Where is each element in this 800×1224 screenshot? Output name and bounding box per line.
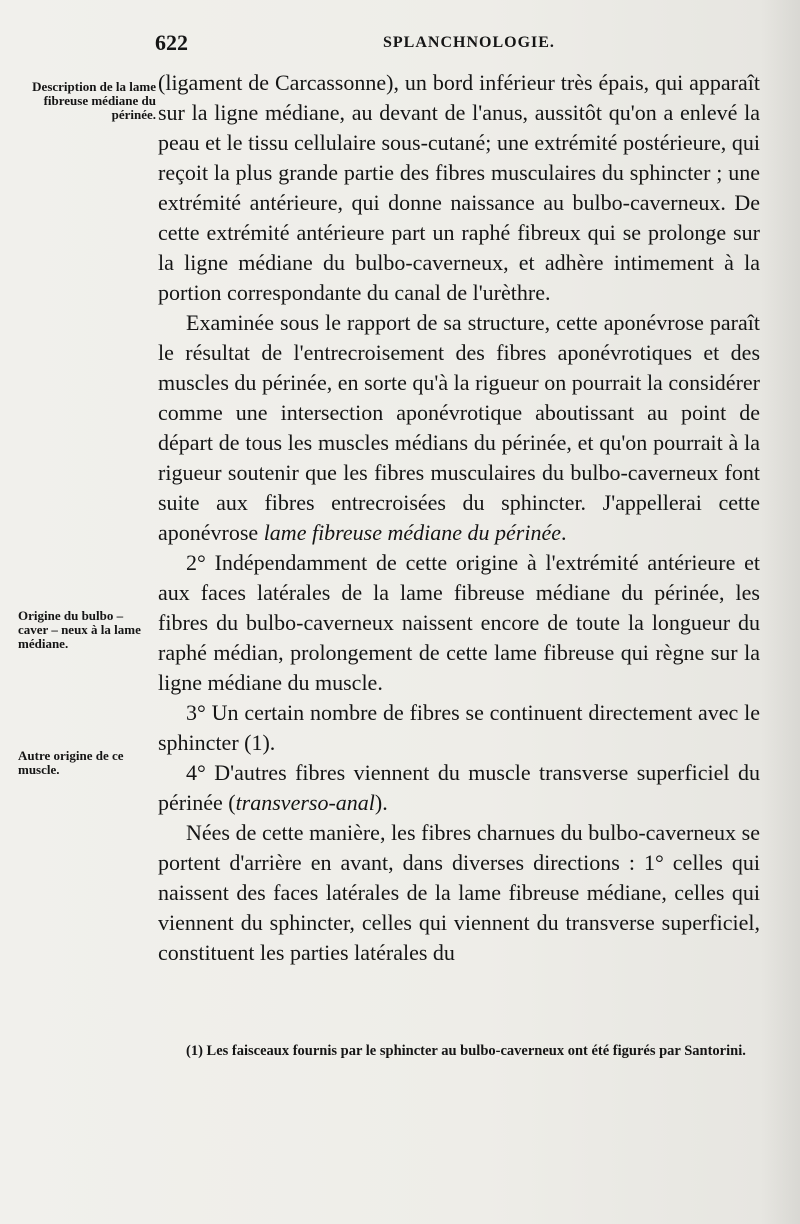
paragraph-2 [158, 308, 760, 548]
paragraph-3 [158, 548, 760, 698]
paragraph-5-tail: ). [374, 790, 388, 815]
page-header [155, 30, 760, 60]
body-text [158, 68, 760, 968]
paragraph-5-italic: transverso-anal [235, 790, 375, 815]
paragraph-4-text: 3° Un certain nombre de fibres se continuent directement avec le sphincter (1). [158, 700, 760, 755]
paragraph-2-text: Examinée sous le rapport de sa structure, cette aponévrose paraît le résultat de l'entrecroisement des fibres aponévrotiques et des muscles du périnée, en sorte qu'à la rigueur on pourrait la considérer comme une intersection aponévrotique aboutissant au point de départ de tous les muscles médians du périnée, et qu'on pourrait à la rigueur soutenir que les fibres musculaires du bulbo-caverneux font suite aux fibres entrecroisées du sphincter. J'appellerai cette aponévrose [158, 310, 760, 545]
paragraph-5 [158, 758, 760, 818]
page-number: 622 [155, 30, 188, 55]
paragraph-6-text: Nées de cette manière, les fibres charnues du bulbo-caverneux se portent d'arrière en avant, dans diverses directions : 1° celles qui naissent des faces latérales de la lame fibreuse médiane, celles qui viennent du sphincter, celles qui viennent du transverse superficiel, constituent les parties latérales du [158, 820, 760, 965]
margin-note-autre-origine: Autre origine de ce muscle. [18, 748, 124, 777]
margin-note-origine: Origine du bulbo – caver – neux à la lame médiane. [18, 608, 141, 651]
paragraph-6 [158, 818, 760, 968]
margin-note-description: Description de la lame fibreuse médiane du périnée. [32, 79, 156, 122]
paragraph-2-tail: . [561, 520, 567, 545]
paragraph-4 [158, 698, 760, 758]
paragraph-2-italic: lame fibreuse médiane du périnée [263, 520, 562, 545]
paragraph-5-text: 4° D'autres fibres viennent du muscle transverse superficiel du périnée ( [158, 760, 760, 815]
running-head: SPLANCHNOLOGIE. [383, 34, 555, 51]
paragraph-1 [158, 68, 760, 308]
paragraph-3-text: 2° Indépendamment de cette origine à l'extrémité antérieure et aux faces latérales de la lame fibreuse médiane du périnée, les fibres du bulbo-caverneux naissent encore de toute la longueur du raphé médian, prolongement de cette lame fibreuse qui règne sur la ligne médiane du muscle. [158, 550, 760, 695]
footnote: (1) Les faisceaux fournis par le sphincter au bulbo-caverneux ont été figurés par Santorini. [186, 1043, 746, 1059]
paragraph-1-text: (ligament de Carcassonne), un bord inférieur très épais, qui apparaît sur la ligne médiane, au devant de l'anus, aussitôt qu'on a enlevé la peau et le tissu cellulaire sous-cutané; une extrémité postérieure, qui reçoit la plus grande partie des fibres musculaires du sphincter ; une extrémité antérieure, qui donne naissance au bulbo-caverneux. De cette extrémité antérieure part un raphé fibreux qui se prolonge sur la ligne médiane du bulbo-caverneux, et adhère intimement à la portion correspondante du canal de l'urèthre. [158, 70, 760, 305]
page-edge-shadow [760, 0, 800, 1224]
